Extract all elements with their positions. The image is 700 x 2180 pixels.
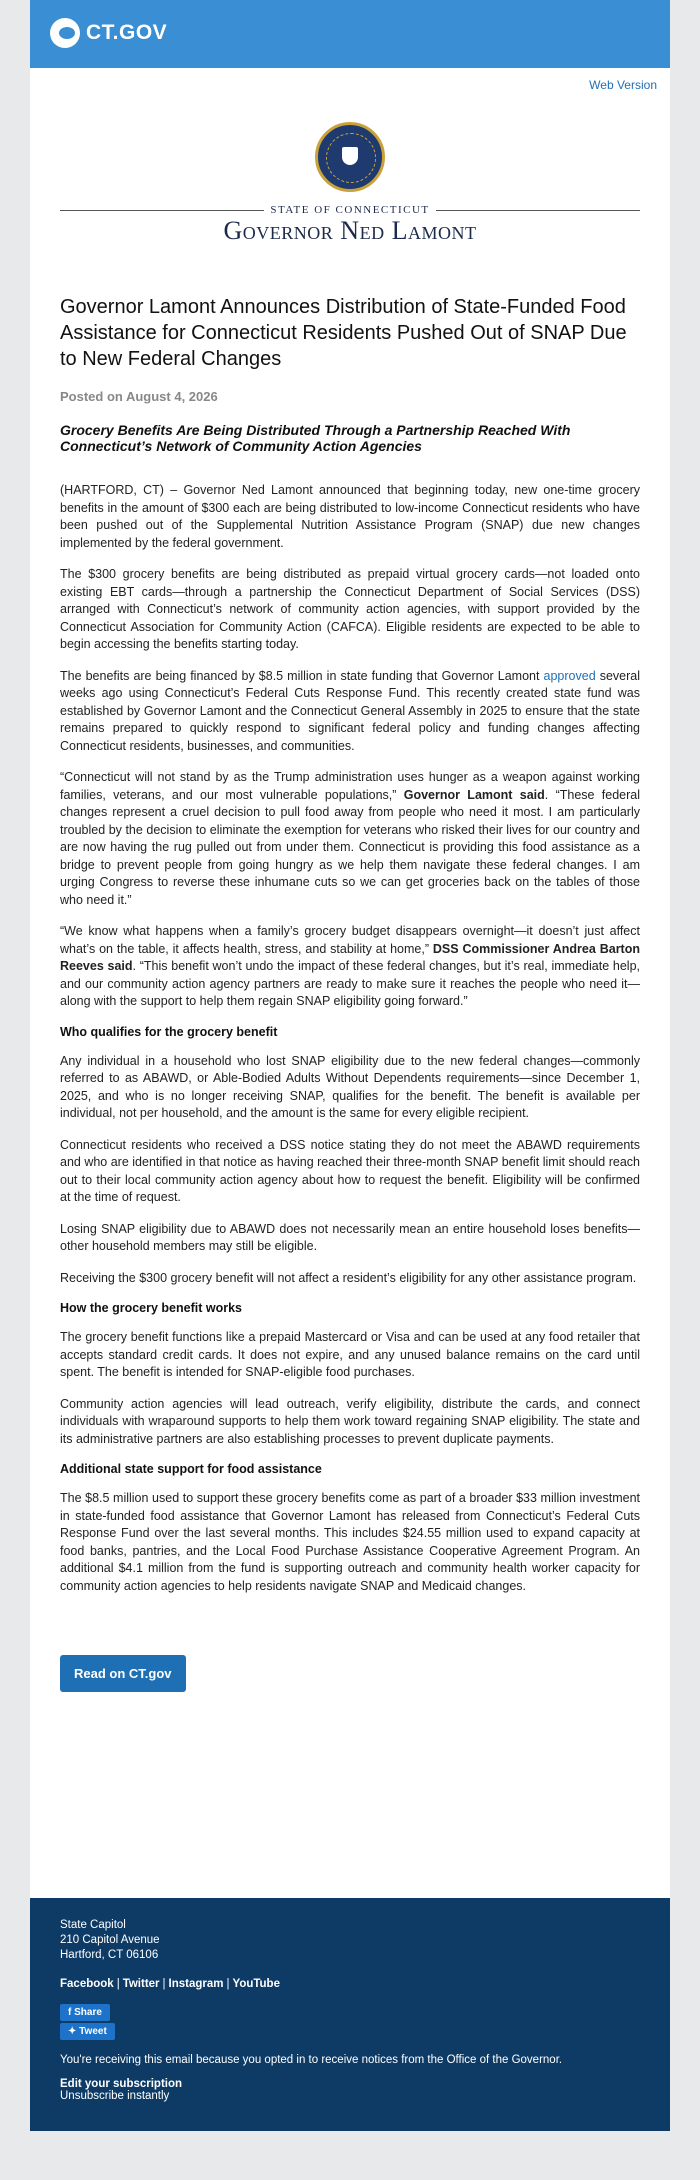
youtube-link[interactable]: YouTube	[232, 1978, 280, 1990]
paragraph	[60, 923, 640, 1011]
paragraph: The grocery benefit functions like a prepaid Mastercard or Visa and can be used at any food retailer that accepts standard credit cards. It does not expire, and any unused balance remains on the card until spent. The benefit is intended for SNAP-eligible food purchases.	[60, 1330, 640, 1379]
paragraph-text: “Connecticut will not stand by as the Trump administration uses hunger as a weapon against working families, veterans, and our most vulnerable populations,”	[60, 770, 640, 802]
web-version-link[interactable]: Web Version	[589, 78, 657, 92]
section-heading: Who qualifies for the grocery benefit	[60, 1024, 278, 1039]
paragraph: Community action agencies will lead outreach, verify eligibility, distribute the cards, and connect individuals with wraparound supports to help them work toward regaining SNAP eligibility. The state and its administrative partners are also establishing processes to prevent duplicate payments.	[60, 1396, 640, 1446]
paragraph: Any individual in a household who lost SNAP eligibility due to the new federal changes—commonly referred to as ABAWD, or Able-Bodied Adults Without Dependents requirements—since December 1, 2025, and who is no longer receiving SNAP, qualifies for the benefit. The benefit is available per individual, not per household, and the amount is the same for every eligible recipient.	[60, 1053, 640, 1120]
state-label-row	[60, 204, 640, 216]
paragraph: The $300 grocery benefits are being distributed as prepaid virtual grocery cards—not loaded onto existing EBT cards—through a partnership the Connecticut Department of Social Services (DSS) arranged with Connecticut’s network of community action agencies, with support provided by the Connecticut Association for Community Action (CAFCA). Eligible residents are expected to be able to begin accessing the benefits starting today.	[60, 567, 640, 651]
paragraph-text: “We know what happens when a family’s grocery budget disappears overnight—it doesn’t just affect what’s on the table, it affects health, stress, and stability at home,”	[60, 924, 640, 956]
twitter-tweet-button[interactable]	[60, 2023, 115, 2040]
header-bar	[30, 0, 670, 68]
divider	[60, 210, 264, 211]
facebook-link[interactable]: Facebook	[60, 1978, 114, 1990]
separator: |	[162, 1978, 166, 1990]
state-seal-icon	[315, 122, 385, 192]
paragraph	[60, 769, 640, 909]
posted-date: Posted on August 4, 2026	[60, 389, 218, 404]
email-body	[30, 68, 670, 1898]
article-title: Governor Lamont Announces Distribution of State-Funded Food Assistance for Connecticut Residents Pushed Out of SNAP Due to New Federal Changes	[60, 296, 627, 370]
ct-gov-logo[interactable]	[50, 18, 167, 48]
masthead	[60, 68, 640, 246]
separator: |	[116, 1978, 120, 1990]
email-container	[30, 0, 670, 2131]
ct-logo-icon	[50, 18, 80, 48]
separator: |	[226, 1978, 230, 1990]
paragraph-text: several weeks ago using Connecticut’s Federal Cuts Response Fund. This recently created state fund was established by Governor Lamont and the Connecticut General Assembly in 2025 to ensure that the state remains prepared to quickly respond to significant federal policy and funding changes affecting Connecticut residents, businesses, and communities.	[60, 668, 640, 753]
unsubscribe-link[interactable]: Unsubscribe instantly	[60, 2090, 170, 2102]
share-label: Share	[74, 2007, 102, 2018]
paragraph: Connecticut residents who received a DSS notice stating they do not meet the ABAWD requirements and who are identified in that notice as having reached their three-month SNAP benefit limit should reach out to their local community action agency about how to request the benefit. Eligibility will be confirmed at the time of request.	[60, 1137, 640, 1204]
divider	[436, 210, 640, 211]
footer	[30, 1898, 670, 2131]
approved-link[interactable]: approved	[543, 668, 596, 683]
section-heading: How the grocery benefit works	[60, 1301, 242, 1315]
facebook-share-button[interactable]	[60, 2004, 110, 2021]
twitter-link[interactable]: Twitter	[122, 1978, 160, 1990]
paragraph	[60, 668, 640, 756]
address-line: 210 Capitol Avenue	[60, 1934, 160, 1946]
facebook-icon: f	[68, 2007, 72, 2018]
logo-text: CT.GOV	[86, 21, 168, 44]
paragraph-text: . “These federal changes represent a cruel decision to pull food away from people who need it most. I am particularly troubled by the decision to eliminate the exemption for veterans who risked their lives for our country and are now having the rug pulled out from under them. Connecticut is providing this food assistance as a bridge to prevent people from going hungry as we help them navigate these federal changes. I am urging Congress to reverse these inhumane cuts so we can get groceries back on the tables of those who need it.”	[60, 787, 641, 907]
instagram-link[interactable]: Instagram	[168, 1978, 224, 1990]
read-on-ctgov-button[interactable]: Read on CT.gov	[60, 1655, 186, 1692]
address-line: Hartford, CT 06106	[60, 1949, 159, 1961]
state-label: STATE OF CONNECTICUT	[270, 204, 430, 216]
edit-subscription-link[interactable]: Edit your subscription	[60, 2078, 183, 2090]
paragraph: Losing SNAP eligibility due to ABAWD does not necessarily mean an entire household loses benefits—other household members may still be eligible.	[60, 1221, 640, 1253]
paragraph-text: The benefits are being financed by $8.5 million in state funding that Governor Lamont	[60, 668, 544, 683]
paragraph-text: . “This benefit won’t undo the impact of these federal changes, but it’s real, immediate help, and our community action agency partners are ready to make sure it reaches the people who need it—along with the support to help them regain SNAP eligibility going forward.”	[60, 959, 640, 1008]
address	[60, 1918, 640, 1963]
paragraph: Receiving the $300 grocery benefit will not affect a resident’s eligibility for any other assistance program.	[60, 1270, 637, 1285]
subscription-note: You're receiving this email because you opted in to receive notices from the Office of the Governor.	[60, 2054, 563, 2066]
section-heading: Additional state support for food assistance	[60, 1462, 322, 1476]
speaker-name: Governor Lamont said	[403, 787, 545, 802]
article-subhead: Grocery Benefits Are Being Distributed Through a Partnership Reached With Connecticut’s Network of Community Action Agencies	[60, 422, 571, 454]
address-line: State Capitol	[60, 1919, 126, 1931]
paragraph: (HARTFORD, CT) – Governor Ned Lamont announced that beginning today, new one-time grocery benefits in the amount of $300 each are being distributed to low-income Connecticut residents who have been pushed out of the Supplemental Nutrition Assistance Program (SNAP) due new changes implemented by the federal government.	[60, 483, 640, 550]
social-links	[60, 1978, 640, 1990]
tweet-label: Tweet	[79, 2026, 107, 2037]
speaker-name: DSS Commissioner Andrea Barton Reeves said	[60, 941, 640, 973]
governor-name: Governor Ned Lamont	[223, 216, 477, 245]
paragraph: The $8.5 million used to support these grocery benefits come as part of a broader $33 million investment in state-funded food assistance that Governor Lamont has released from Connecticut’s Federal Cuts Response Fund over the last several months. This includes $24.55 million used to expand capacity at food banks, pantries, and the Local Food Purchase Assistance Cooperative Agreement Program. An additional $4.1 million from the fund is supporting outreach and community health worker capacity for community action agencies to help residents navigate SNAP and Medicaid changes.	[60, 1491, 640, 1593]
twitter-icon: ✦	[68, 2026, 77, 2037]
